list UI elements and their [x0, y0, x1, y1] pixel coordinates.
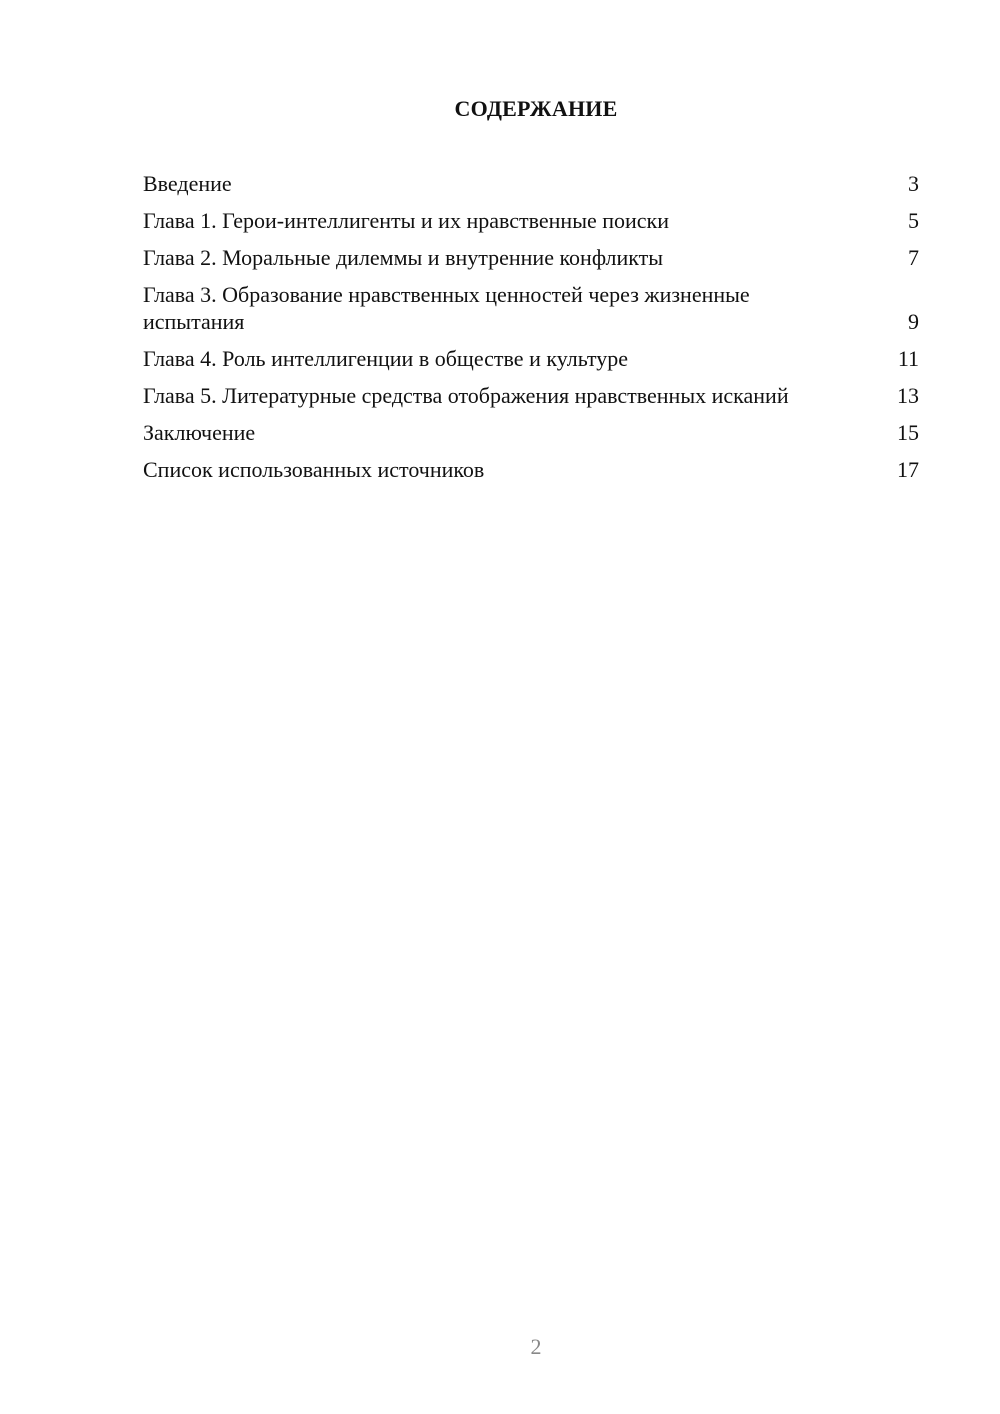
toc-entry-label: Введение	[143, 171, 232, 196]
toc-entry-label: Глава 5. Литературные средства отображения нравственных исканий	[143, 383, 789, 408]
toc-entry[interactable]	[143, 207, 919, 234]
toc-entry-label: Глава 2. Моральные дилеммы и внутренние конфликты	[143, 245, 664, 270]
toc-title: СОДЕРЖАНИЕ	[454, 96, 618, 121]
toc-entry[interactable]	[143, 382, 919, 409]
toc-entry[interactable]	[143, 419, 919, 446]
toc-entry-page: 11	[897, 346, 919, 371]
toc-entry-page: 17	[897, 457, 919, 482]
toc-entry-page: 15	[897, 420, 919, 445]
toc-entry-label: Глава 4. Роль интеллигенции в обществе и культуре	[143, 346, 629, 371]
toc-entry[interactable]	[143, 281, 919, 335]
toc-entry[interactable]	[143, 170, 919, 197]
table-of-contents	[143, 170, 919, 493]
toc-entry-page: 9	[908, 309, 919, 334]
toc-entry[interactable]	[143, 456, 919, 483]
toc-entry-label: Глава 3. Образование нравственных ценностей через жизненные испытания	[143, 282, 750, 334]
toc-entry-page: 5	[908, 208, 919, 233]
toc-entry[interactable]	[143, 345, 919, 372]
toc-entry-page: 7	[908, 245, 919, 270]
toc-entry-label: Заключение	[143, 420, 256, 445]
toc-entry-page: 3	[908, 171, 919, 196]
page-number: 2	[530, 1334, 542, 1359]
toc-entry-page: 13	[897, 383, 919, 408]
toc-entry-label: Список использованных источников	[143, 457, 485, 482]
toc-entry[interactable]	[143, 244, 919, 271]
toc-entry-label: Глава 1. Герои-интеллигенты и их нравственные поиски	[143, 208, 670, 233]
